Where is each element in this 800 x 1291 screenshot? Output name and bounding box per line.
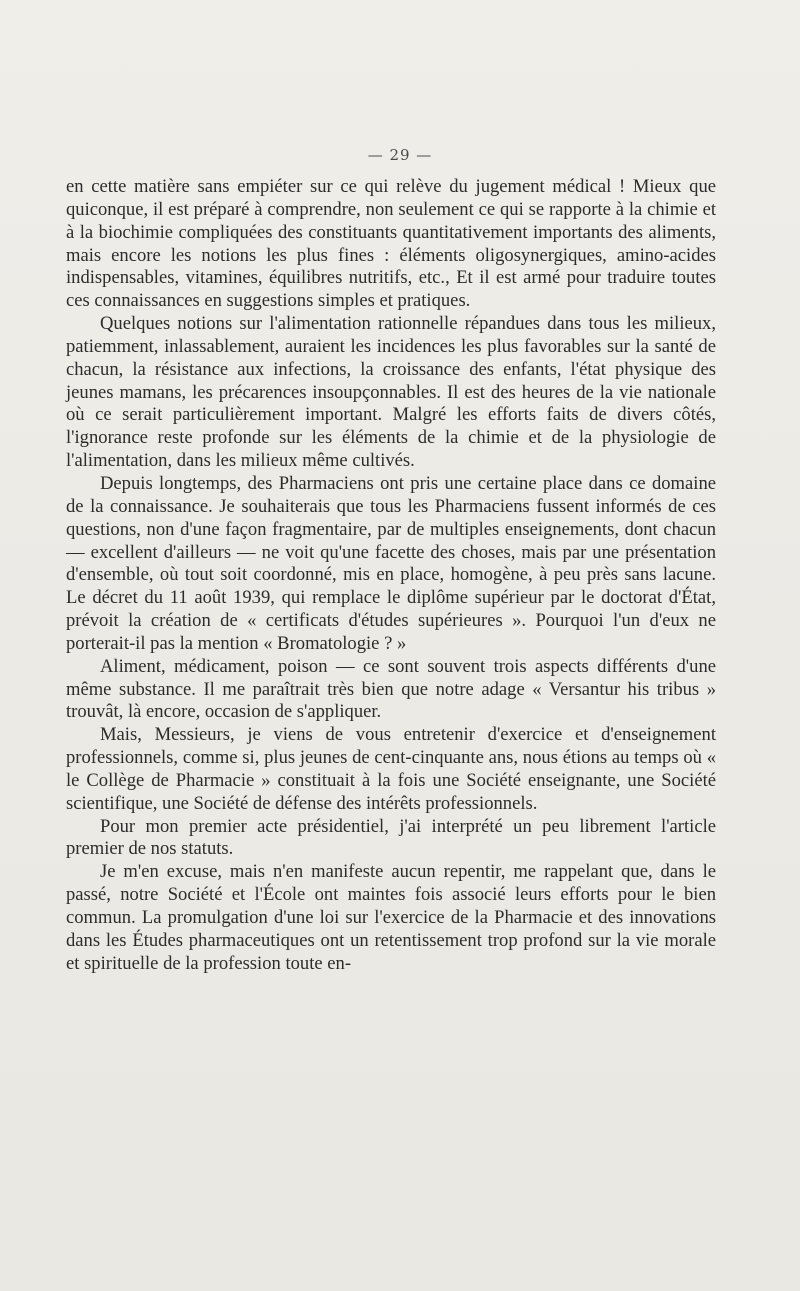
paragraph: Pour mon premier acte présidentiel, j'ai interprété un peu librement l'article premier de nos statuts. [66, 815, 716, 860]
paragraph: Aliment, médicament, poison — ce sont souvent trois aspects différents d'une même substance. Il me paraîtrait très bien que notre adage « Versantur his tribus » trouvât, là encore, occasion de s'appliquer. [66, 655, 716, 723]
paragraph: Mais, Messieurs, je viens de vous entretenir d'exercice et d'enseignement professionnels, comme si, plus jeunes de cent-cinquante ans, nous étions au temps où « le Collège de Pharmacie » constituait à la fois une Société enseignante, une Société scientifique, une Société de défense des intérêts professionnels. [66, 724, 716, 814]
page-number: — 29 — [367, 146, 433, 164]
paragraph: Depuis longtemps, des Pharmaciens ont pris une certaine place dans ce domaine de la connaissance. Je souhaiterais que tous les Pharmaciens fussent informés de ces questions, non d'une façon fragmentaire, par de multiples enseignements, dont chacun — excellent d'ailleurs — ne voit qu'une facette des choses, mais par une présentation d'ensemble, où tout soit coordonné, mis en place, homogène, à peu près sans lacune. Le décret du 11 août 1939, qui remplace le diplôme supérieur par le doctorat d'État, prévoit la création de « certificats d'études supérieures ». Pourquoi l'un d'eux ne porterait-il pas la mention « Bromatologie ? » [66, 472, 716, 654]
paragraph: Quelques notions sur l'alimentation rationnelle répandues dans tous les milieux, patiemment, inlassablement, auraient les incidences les plus favorables sur la santé de chacun, la résistance aux infections, la croissance des enfants, l'état physique des jeunes mamans, les précarences insoupçonnables. Il est des heures de la vie nationale où ce serait particulièrement important. Malgré les efforts faits de divers côtés, l'ignorance reste profonde sur les éléments de la chimie et de la physiologie de l'alimentation, dans les milieux même cultivés. [66, 313, 716, 472]
paragraph: en cette matière sans empiéter sur ce qui relève du jugement médical ! Mieux que quiconque, il est préparé à comprendre, non seulement ce qui se rapporte à la chimie et à la biochimie compliquées des constituants quantitativement importants des aliments, mais encore les notions les plus fines : éléments oligosynergiques, amino-acides indispensables, vitamines, équilibres nutritifs, etc., Et il est armé pour traduire toutes ces connaissances en suggestions simples et pratiques. [66, 176, 716, 312]
body-text [66, 176, 716, 976]
paragraph: Je m'en excuse, mais n'en manifeste aucun repentir, me rappelant que, dans le passé, notre Société et l'École ont maintes fois associé leurs efforts pour le bien commun. La promulgation d'une loi sur l'exercice de la Pharmacie et des innovations dans les Études pharmaceutiques ont un retentissement trop profond sur la vie morale et spirituelle de la profession toute en- [66, 861, 716, 974]
